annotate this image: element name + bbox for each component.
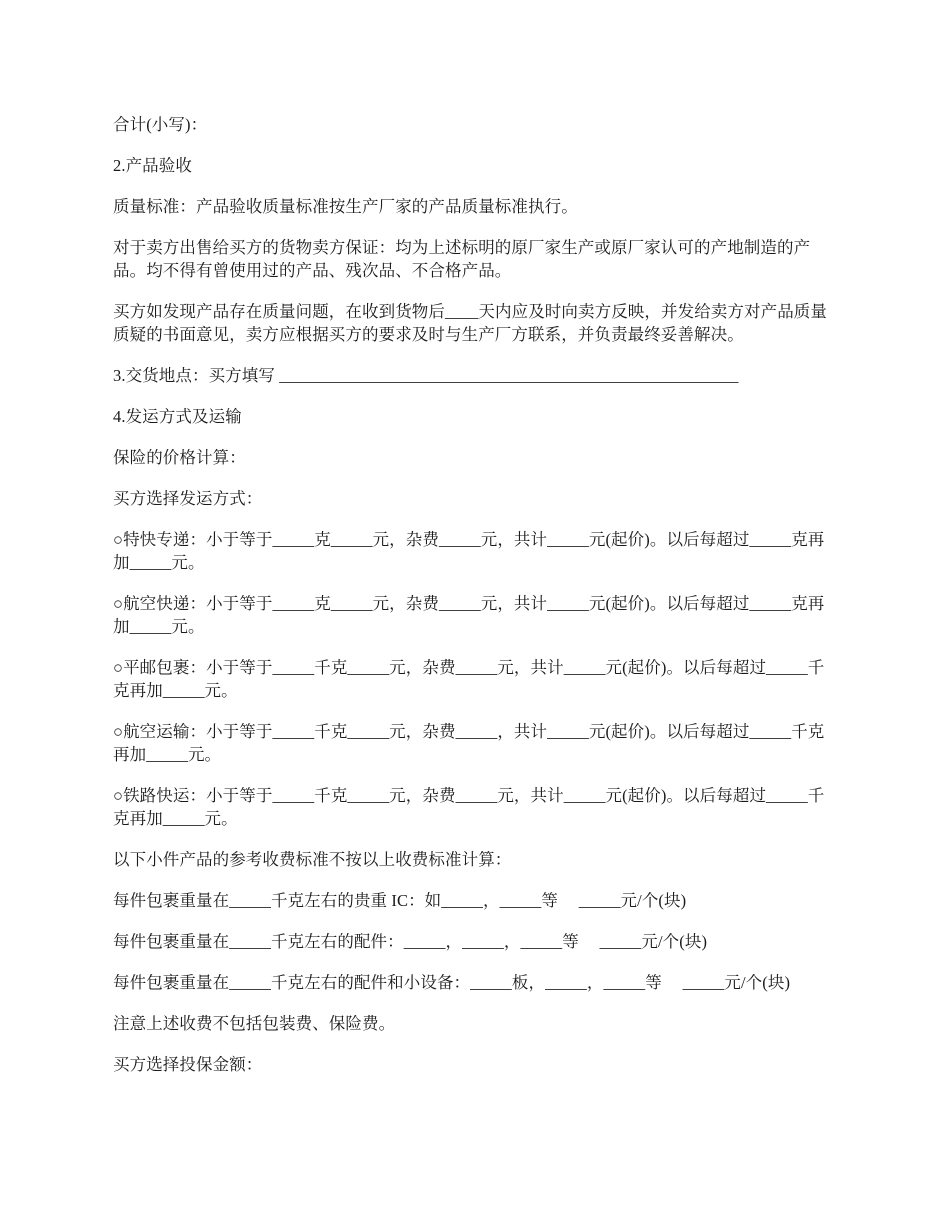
seller-guarantee-paragraph: 对于卖方出售给买方的货物卖方保证：均为上述标明的原厂家生产或原厂家认可的产地制造的产品。均不得有曾使用过的产品、残次品、不合格产品。 bbox=[113, 238, 811, 280]
accessories-equipment-rate-line: 每件包裹重量在_____千克左右的配件和小设备：_____板，_____，_____等 _____元/个(块) bbox=[113, 973, 791, 992]
total-lowercase-line: 合计(小写)： bbox=[113, 115, 208, 134]
insurance-price-line: 保险的价格计算： bbox=[113, 448, 246, 467]
fee-exclusion-note: 注意上述收费不包括包装费、保险费。 bbox=[113, 1014, 396, 1033]
option-air-express: ○航空快递：小于等于_____克_____元，杂费_____元，共计_____元(起价)。以后每超过_____克再加_____元。 bbox=[113, 594, 825, 636]
insurance-amount-line: 买方选择投保金额： bbox=[113, 1055, 263, 1074]
accessories-rate-line: 每件包裹重量在_____千克左右的配件：_____，_____，_____等 _____元/个(块) bbox=[113, 932, 708, 951]
document-page bbox=[113, 113, 839, 1094]
option-air-freight: ○航空运输：小于等于_____千克_____元，杂费_____，共计_____元(起价)。以后每超过_____千克再加_____元。 bbox=[113, 722, 825, 764]
quality-standard-paragraph: 质量标准：产品验收质量标准按生产厂家的产品质量标准执行。 bbox=[113, 197, 578, 216]
quality-issue-paragraph: 买方如发现产品存在质量问题，在收到货物后____天内应及时向卖方反映，并发给卖方对产品质量质疑的书面意见，卖方应根据买方的要求及时与生产厂方联系，并负责最终妥善解决。 bbox=[113, 302, 827, 344]
small-items-note: 以下小件产品的参考收费标准不按以上收费标准计算： bbox=[113, 850, 512, 869]
option-express-courier: ○特快专递：小于等于_____克_____元，杂费_____元，共计_____元(起价)。以后每超过_____克再加_____元。 bbox=[113, 530, 825, 572]
option-rail-express: ○铁路快运：小于等于_____千克_____元，杂费_____元，共计_____元(起价)。以后每超过_____千克再加_____元。 bbox=[113, 786, 825, 828]
option-surface-parcel: ○平邮包裹：小于等于_____千克_____元，杂费_____元，共计_____元(起价)。以后每超过_____千克再加_____元。 bbox=[113, 658, 825, 700]
delivery-location-line: 3.交货地点：买方填写 _______________________________________________________ bbox=[113, 366, 739, 385]
valuable-ic-rate-line: 每件包裹重量在_____千克左右的贵重 IC：如_____，_____等 _____元/个(块) bbox=[113, 891, 687, 910]
section-heading-shipping: 4.发运方式及运输 bbox=[113, 407, 242, 426]
shipping-choice-line: 买方选择发运方式： bbox=[113, 489, 263, 508]
section-heading-product-acceptance: 2.产品验收 bbox=[113, 156, 192, 175]
